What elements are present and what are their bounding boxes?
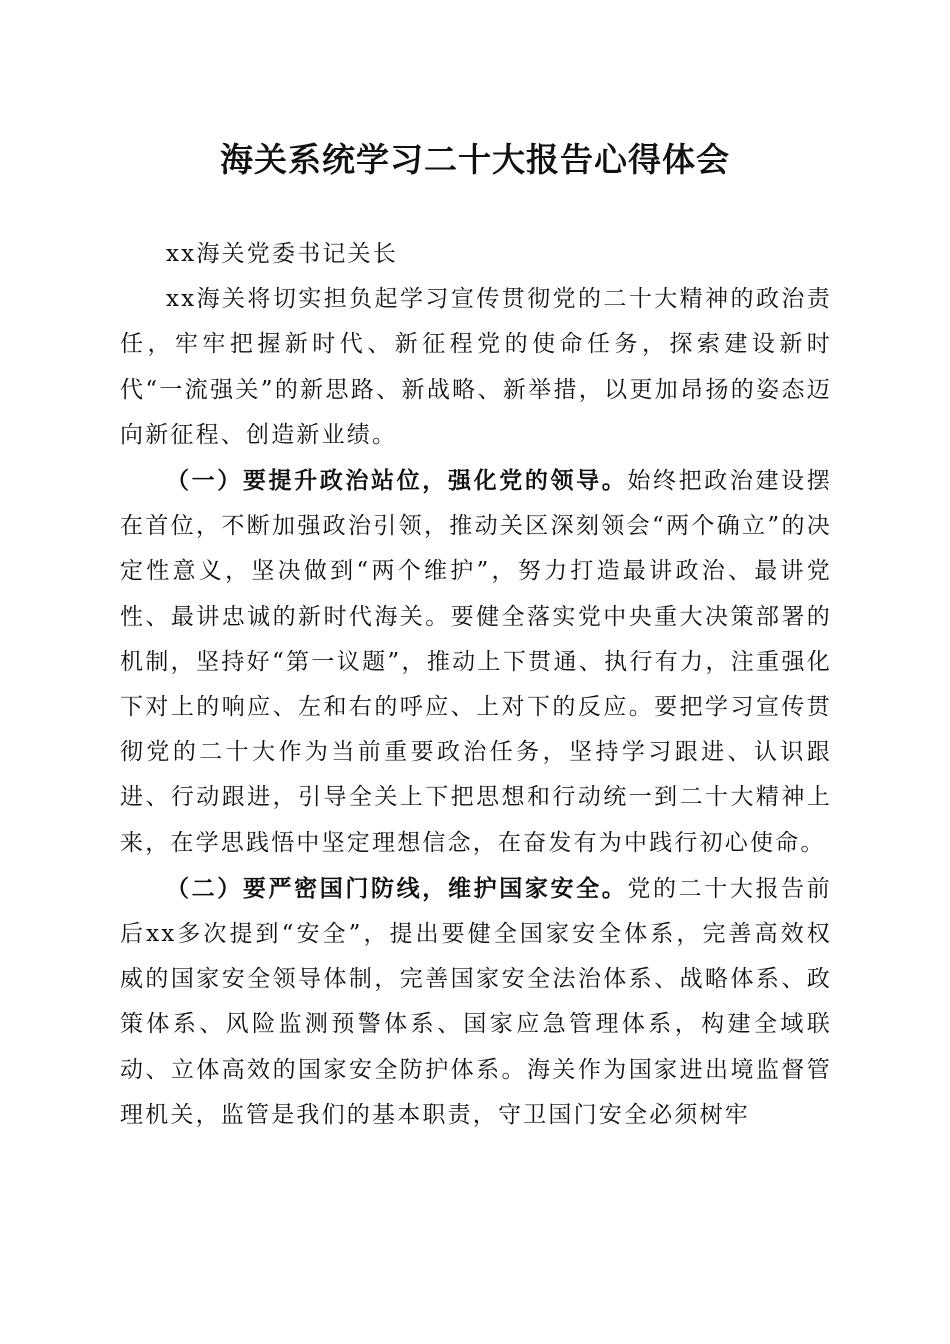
document-body [120,232,832,1138]
section-2-text: 党的二十大报告前后xx多次提到“安全”，提出要健全国家安全体系，完善高效权威的国家安全领导体制，完善国家安全法治体系、战略体系、政策体系、风险监测预警体系、国家应急管理体系，构建全域联动、立体高效的国家安全防护体系。海关作为国家进出境监督管理机关，监管是我们的基本职责，守卫国门安全必须树牢 [120,875,832,1128]
section-2-paragraph [120,866,832,1138]
section-1-heading: （一）要提升政治站位，强化党的领导。 [166,467,628,495]
document-title: 海关系统学习二十大报告心得体会 [220,140,730,179]
section-1-paragraph [120,458,832,866]
author-line: xx海关党委书记关长 [166,241,398,267]
section-2-heading: （二）要严密国门防线，维护国家安全。 [166,874,628,902]
section-1-text: 始终把政治建设摆在首位，不断加强政治引领，推动关区深刻领会“两个确立”的决定性意义，坚决做到“两个维护”，努力打造最讲政治、最讲党性、最讲忠诚的新时代海关。要健全落实党中央重大决策部署的机制，坚持好“第一议题”，推动上下贯通、执行有力，注重强化下对上的响应、左和右的呼应、上对下的反应。要把学习宣传贯彻党的二十大作为当前重要政治任务，坚持学习跟进、认识跟进、行动跟进，引导全关上下把思想和行动统一到二十大精神上来，在学思践悟中坚定理想信念，在奋发有为中践行初心使命。 [120,468,832,856]
intro-paragraph: xx海关将切实担负起学习宣传贯彻党的二十大精神的政治责任，牢牢把握新时代、新征程党的使命任务，探索建设新时代“一流强关”的新思路、新战略、新举措，以更加昂扬的姿态迈向新征程、创造新业绩。 [120,286,832,448]
